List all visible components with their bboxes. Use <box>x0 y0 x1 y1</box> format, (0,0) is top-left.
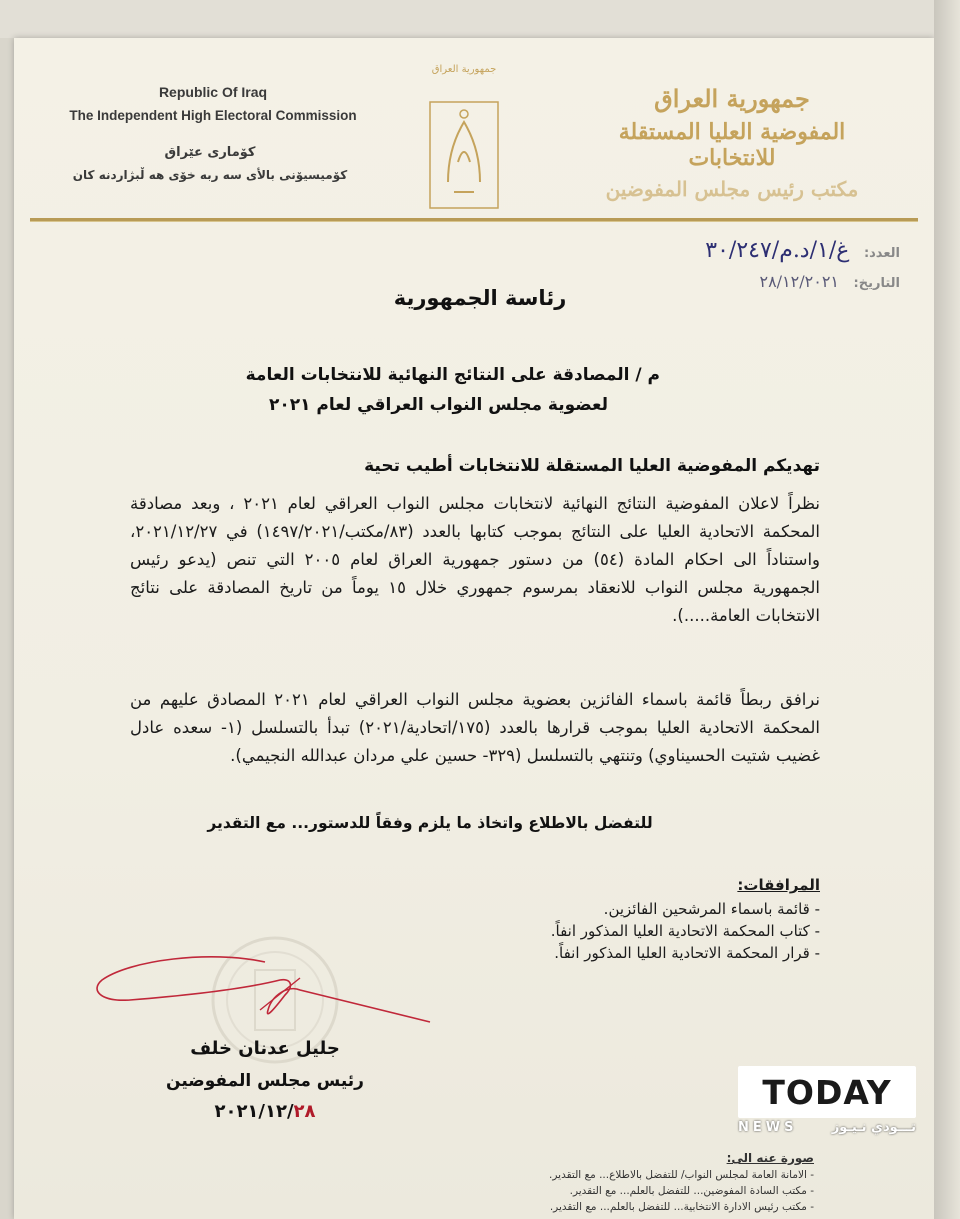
signer-role: رئيس مجلس المفوضين <box>166 1071 364 1091</box>
signature-date-prefix: ٢٠٢١/١٢/ <box>214 1101 294 1122</box>
logo-news-ar: تـــودي نـيـوز <box>831 1120 916 1135</box>
paragraph-2: نرافق ربطاً قائمة باسماء الفائزين بعضوية مجلس النواب العراقي لعام ٢٠٢١ المصادق عليهم من المحكمة الاتحادية العليا بموجب قرارها بالعدد (١٧٥/اتحادية/٢٠٢١) تبدأ بالتسلسل (١- سعده عادل غضيب شتيت الحسيناوي) وتنتهي بالتسلسل (٣٢٩- حسين علي مردان عبدالله النجيمي). <box>130 690 820 765</box>
copies-heading: صورة عنه الى: <box>726 1151 814 1165</box>
background-right <box>934 0 960 1219</box>
ku-country: كۆماری عێراق <box>164 145 256 160</box>
subject-line-2: لعضوية مجلس النواب العراقي لعام ٢٠٢١ <box>268 395 608 415</box>
background-top <box>0 0 960 38</box>
signature-date-day: ٢٨ <box>293 1101 316 1122</box>
ku-commission: كۆمیسیۆنی بالأی سه ربه خۆی هه ڵبژاردنه كان <box>72 168 348 182</box>
en-commission: The Independent High Electoral Commission <box>69 108 357 123</box>
emblem-title: جمهورية العراق <box>431 64 497 75</box>
english-letterhead <box>48 84 378 123</box>
copy-item: - مكتب رئيس الادارة الانتخابية... للتفضل بالعلم... مع التقدير. <box>549 1201 814 1213</box>
date-value: ٢٨/١٢/٢٠٢١ <box>759 272 839 291</box>
ar-country: جمهورية العراق <box>654 84 810 113</box>
signer-name: جليل عدنان خلف <box>190 1038 340 1059</box>
attachment-item: - قائمة باسماء المرشحين الفائزين. <box>603 900 820 918</box>
addressee-title: رئاسة الجمهورية <box>393 286 567 310</box>
greeting: تهديكم المفوضية العليا المستقلة للانتخابات أطيب تحية <box>364 456 820 476</box>
number-value: غ/١/د.م/٣٠/٢٤٧ <box>705 238 850 263</box>
number-label: العدد: <box>863 246 900 261</box>
subject <box>246 360 660 420</box>
attachment-item: - كتاب المحكمة الاتحادية العليا المذكور انفاً. <box>550 922 820 940</box>
date-label: التاريخ: <box>853 276 900 291</box>
logo-subtitle <box>738 1120 916 1135</box>
handwritten-signature-icon <box>90 950 450 1030</box>
closing-line: للتفضل بالاطلاع واتخاذ ما يلزم وفقاً للدستور... مع التقدير <box>207 814 653 832</box>
ar-commission: المفوضية العليا المستقلة للانتخابات <box>618 119 846 171</box>
signatory <box>150 1038 380 1122</box>
header-divider <box>30 218 918 222</box>
reference-number <box>705 238 900 263</box>
en-country: Republic Of Iraq <box>158 84 268 100</box>
copy-item: - مكتب السادة المفوضين... للتفضل بالعلم... مع التقدير. <box>569 1185 814 1197</box>
subject-line-1: م / المصادقة على النتائج النهائية للانتخابات العامة <box>245 365 660 385</box>
paragraph-1: نظراً لاعلان المفوضية النتائج النهائية لانتخابات مجلس النواب العراقي لعام ٢٠٢١ ، وبعد مصادقة المحكمة الاتحادية العليا على النتائج بموجب كتابها بالعدد (٨٣/مكتب/١٤٩٧/٢٠٢١) في ٢٠٢١/١٢/٢٧، واستناداً الى احكام المادة (٥٤) من دستور جمهورية العراق لعام ٢٠٠٥ التي تنص (يدعو رئيس الجمهورية مجلس النواب للانعقاد بمرسوم جمهوري خلال ١٥ يوماً من تاريخ المصادقة على نتائج الانتخابات العامة.....). <box>130 494 821 625</box>
attachment-item: - قرار المحكمة الاتحادية العليا المذكور انفاً. <box>554 944 820 962</box>
kurdish-letterhead <box>60 145 360 182</box>
commission-emblem-icon <box>418 62 510 212</box>
copy-item: - الامانة العامة لمجلس النواب/ للتفضل بالاطلاع... مع التقدير. <box>549 1169 814 1181</box>
logo-brand: TODAY <box>762 1072 892 1112</box>
ar-office: مكتب رئيس مجلس المفوضين <box>605 177 859 201</box>
signature-date <box>150 1101 380 1122</box>
arabic-letterhead <box>582 84 882 201</box>
attachments <box>551 874 820 964</box>
logo-news-en: NEWS <box>738 1120 798 1135</box>
today-news-logo <box>738 1066 916 1118</box>
attachments-heading: المرافقات: <box>737 876 820 894</box>
copies-to <box>549 1150 814 1215</box>
